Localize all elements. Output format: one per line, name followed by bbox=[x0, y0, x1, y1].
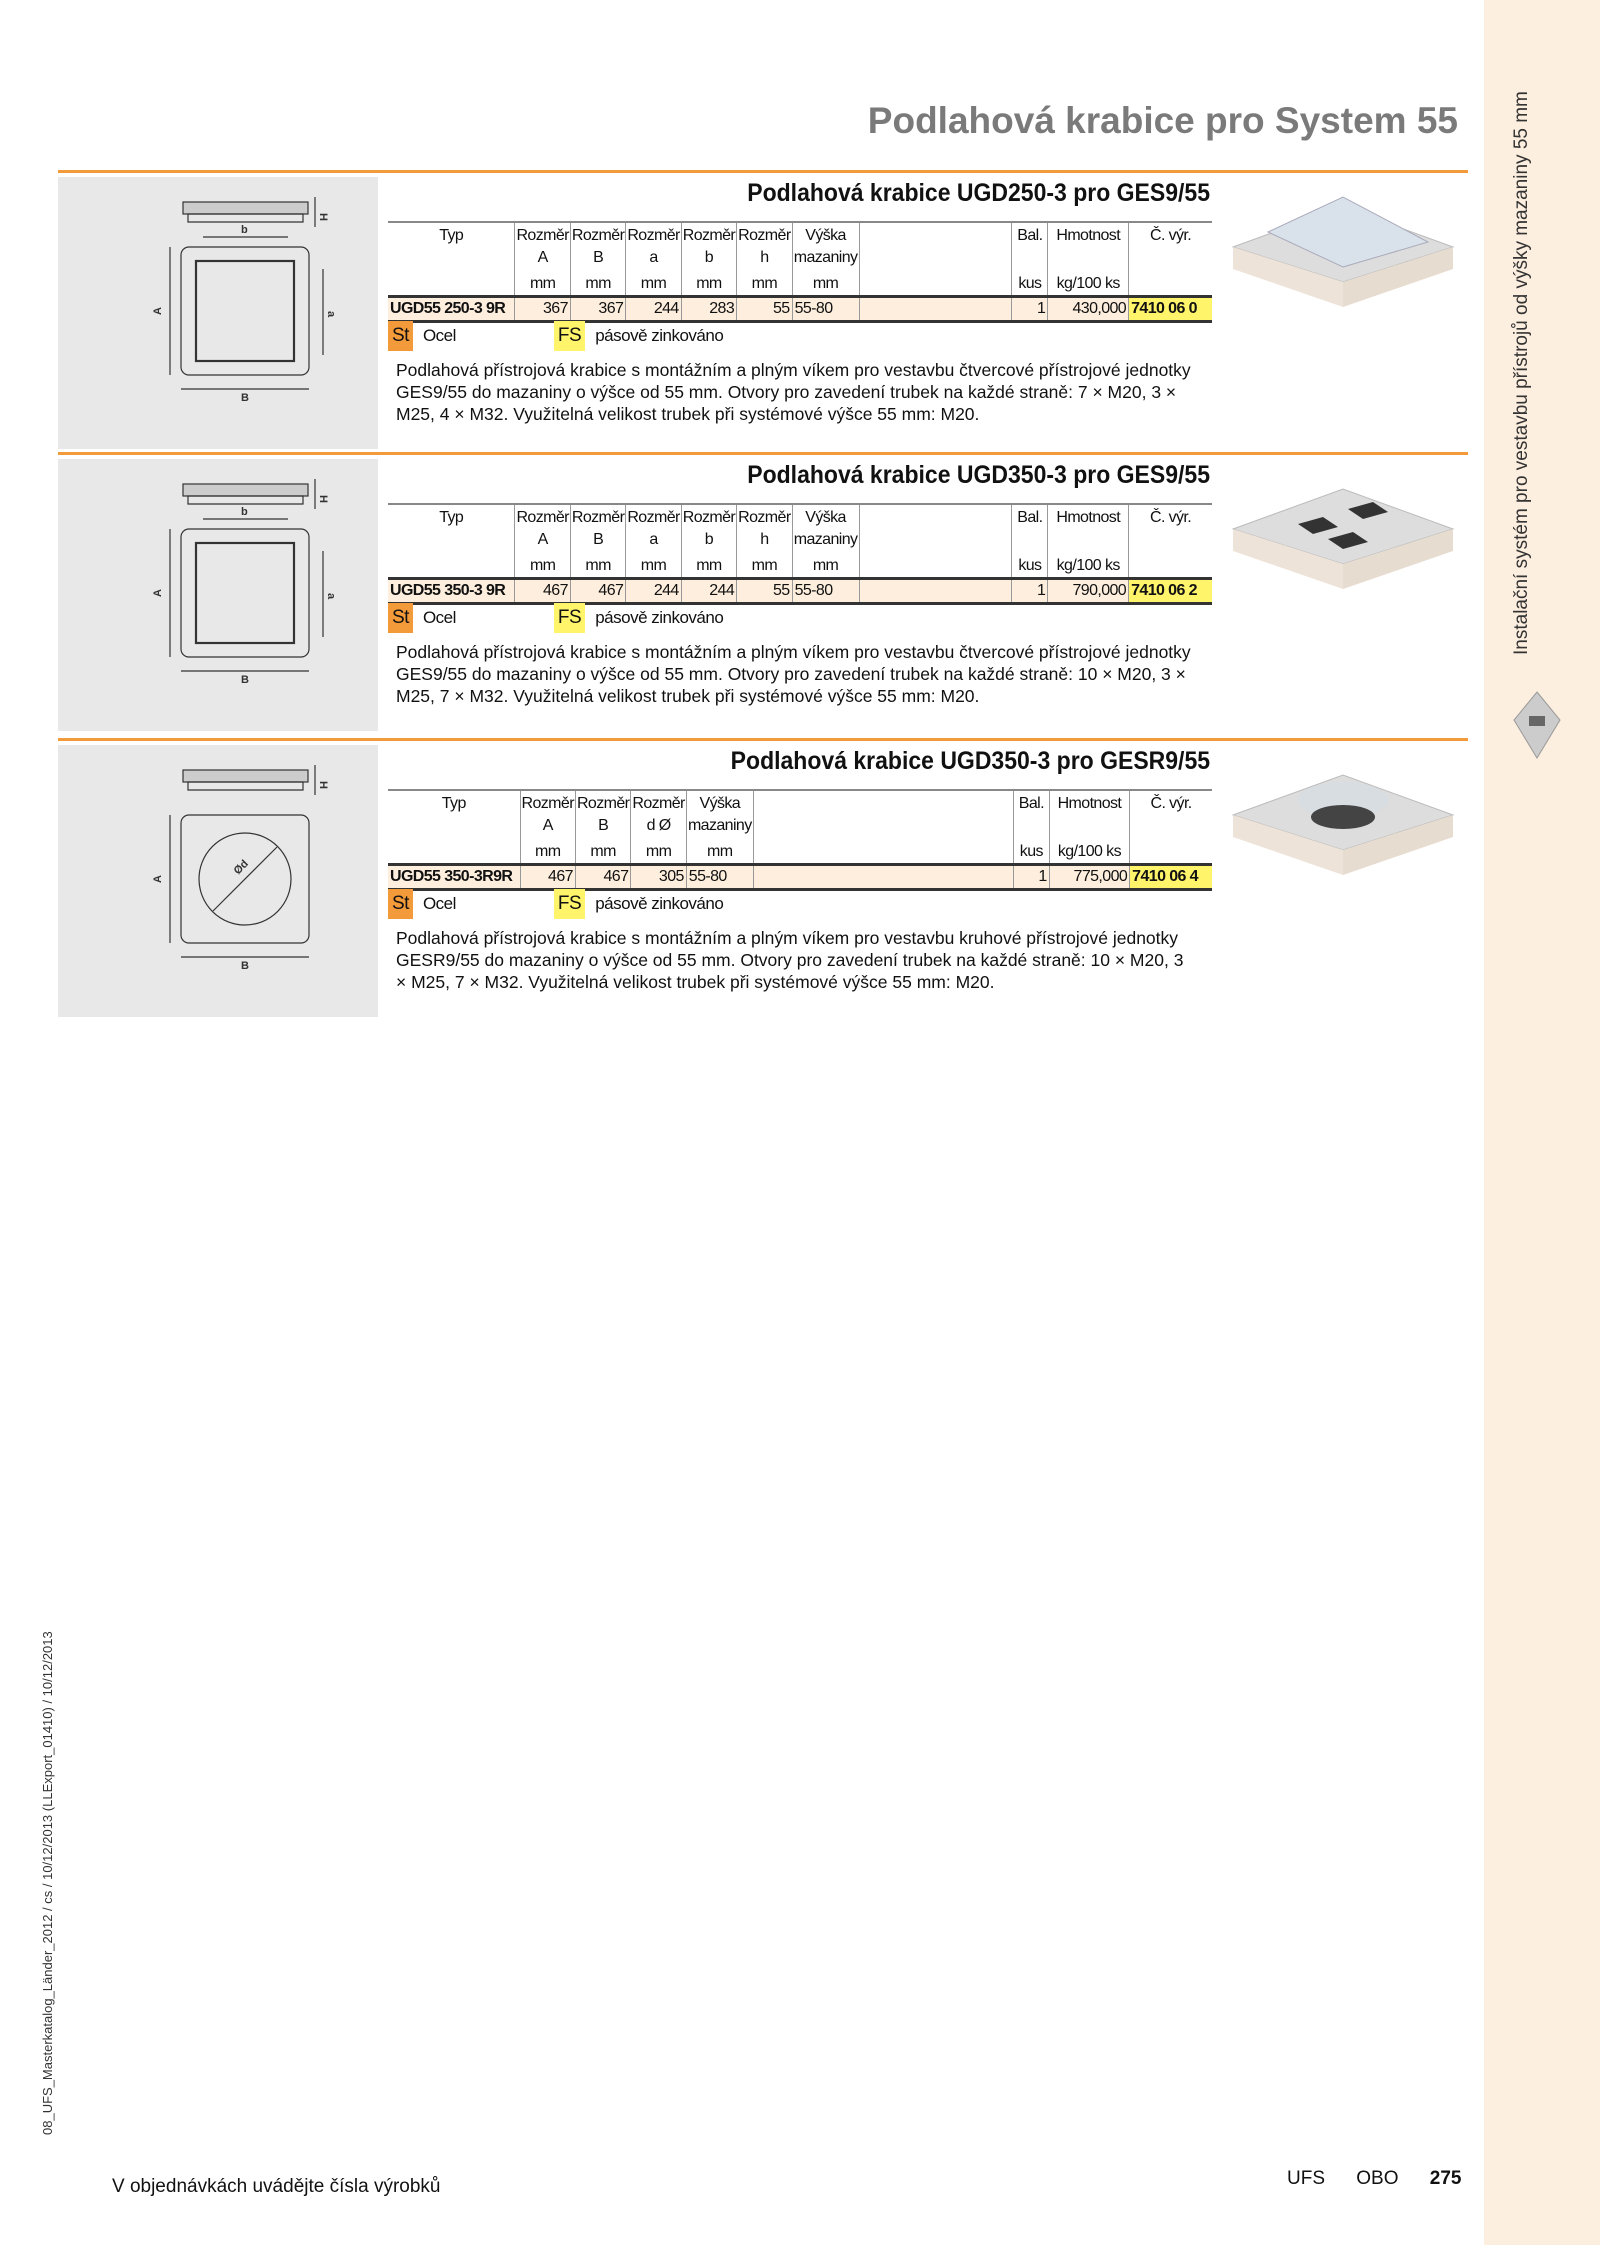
table-cell: 467 bbox=[520, 865, 575, 890]
box-thumbnail-icon bbox=[1512, 690, 1562, 760]
footer-brand-obo: OBO bbox=[1356, 2168, 1399, 2189]
svg-text:A: A bbox=[152, 589, 164, 597]
product-type: UGD55 250-3 9R bbox=[390, 300, 506, 317]
svg-text:B: B bbox=[241, 960, 249, 972]
table-cell: 55 bbox=[737, 579, 792, 604]
table-cell: 790,000 bbox=[1048, 579, 1129, 604]
finish-code-badge: FS bbox=[554, 889, 585, 919]
table-row bbox=[388, 865, 1212, 890]
column-header: Rozměr a mm bbox=[626, 222, 681, 297]
material-label: Ocel bbox=[422, 894, 456, 913]
finish-code-badge: FS bbox=[554, 603, 585, 633]
product-section bbox=[58, 738, 1468, 1023]
product-section bbox=[58, 452, 1468, 737]
material-label: Ocel bbox=[422, 608, 456, 627]
finish-code-badge: FS bbox=[554, 321, 585, 351]
column-header: Rozměr b mm bbox=[681, 504, 736, 579]
table-cell: 283 bbox=[681, 297, 736, 322]
column-header: Rozměr B mm bbox=[575, 790, 630, 865]
table-cell: 367 bbox=[570, 297, 625, 322]
column-header: Rozměr A mm bbox=[515, 504, 570, 579]
table-cell bbox=[753, 865, 1013, 890]
column-header: Rozměr b mm bbox=[681, 222, 736, 297]
column-header: Rozměr B mm bbox=[570, 222, 625, 297]
product-title: Podlahová krabice UGD250-3 pro GES9/55 bbox=[747, 179, 1210, 207]
table-cell: 244 bbox=[681, 579, 736, 604]
column-header: Typ bbox=[439, 227, 464, 244]
column-header: Č. výr. bbox=[1129, 222, 1212, 297]
finish-label: pásově zinkováno bbox=[595, 326, 724, 345]
drawing-panel bbox=[58, 177, 378, 449]
svg-text:a: a bbox=[325, 311, 337, 318]
column-header: Výška mazaniny mm bbox=[686, 790, 753, 865]
side-strip bbox=[1484, 0, 1600, 2245]
column-header: Výška mazaniny mm bbox=[792, 222, 859, 297]
table-cell: 244 bbox=[626, 297, 681, 322]
table-cell: 55-80 bbox=[792, 579, 859, 604]
column-header: Bal. kus bbox=[1012, 504, 1048, 579]
svg-text:B: B bbox=[241, 392, 249, 404]
column-header: Typ bbox=[439, 509, 464, 526]
dimension-drawing bbox=[58, 177, 378, 449]
drawing-panel bbox=[58, 459, 378, 731]
column-header: Typ bbox=[441, 795, 466, 812]
table-cell: 430,000 bbox=[1048, 297, 1129, 322]
product-type: UGD55 350-3 9R bbox=[390, 582, 506, 599]
side-label: Instalační systém pro vestavbu přístrojů od výšky mazaniny 55 mm bbox=[1511, 91, 1532, 655]
column-header: Č. výr. bbox=[1130, 790, 1212, 865]
table-cell: 55 bbox=[737, 297, 792, 322]
material-legend bbox=[388, 889, 723, 919]
column-header: Hmotnost kg/100 ks bbox=[1049, 790, 1129, 865]
material-label: Ocel bbox=[422, 326, 456, 345]
product-table bbox=[388, 221, 1212, 323]
footer-brand bbox=[1287, 2168, 1462, 2190]
svg-text:H: H bbox=[317, 781, 329, 789]
table-cell: 244 bbox=[626, 579, 681, 604]
table-cell: 55-80 bbox=[792, 297, 859, 322]
article-number: 7410 06 2 bbox=[1129, 579, 1212, 604]
column-header: Rozměr A mm bbox=[520, 790, 575, 865]
svg-text:B: B bbox=[241, 674, 249, 686]
column-header: Bal. kus bbox=[1012, 222, 1048, 297]
column-header: Rozměr h mm bbox=[737, 504, 792, 579]
material-code-badge: St bbox=[388, 603, 413, 633]
column-header: Výška mazaniny mm bbox=[792, 504, 859, 579]
column-header bbox=[859, 222, 1012, 297]
finish-label: pásově zinkováno bbox=[595, 894, 724, 913]
table-cell bbox=[859, 579, 1012, 604]
column-header: Rozměr h mm bbox=[737, 222, 792, 297]
table-cell: 467 bbox=[575, 865, 630, 890]
product-type: UGD55 350-3R9R bbox=[390, 868, 513, 885]
table-cell: 467 bbox=[515, 579, 570, 604]
product-description: Podlahová přístrojová krabice s montážním a plným víkem pro vestavbu čtvercové přístrojové jednotky GES9/55 do mazaniny o výšce od 55 mm. Otvory pro zavedení trubek na každé straně: 10 × M20, 3 × M25, 7 × M32. Využitelná velikost trubek při systémové výšce 55 mm: M20. bbox=[396, 642, 1191, 706]
column-header: Rozměr d Ø mm bbox=[631, 790, 686, 865]
product-description: Podlahová přístrojová krabice s montážním a plným víkem pro vestavbu čtvercové přístrojové jednotky GES9/55 do mazaniny o výšce od 55 mm. Otvory pro zavedení trubek na každé straně: 7 × M20, 3 × M25, 4 × M32. Využitelná velikost trubek při systémové výšce 55 mm: M20. bbox=[396, 360, 1191, 424]
product-section bbox=[58, 170, 1468, 455]
article-number: 7410 06 4 bbox=[1130, 865, 1212, 890]
product-table bbox=[388, 789, 1212, 891]
table-cell: 55-80 bbox=[686, 865, 753, 890]
product-photo bbox=[1228, 469, 1458, 619]
product-description: Podlahová přístrojová krabice s montážním a plným víkem pro vestavbu kruhové přístrojové jednotky GESR9/55 do mazaniny o výšce od 55 mm. Otvory pro zavedení trubek na každé straně: 10 × M20, 3 × M25, 7 × M32. Využitelná velikost trubek při systémové výšce 55 mm: M20. bbox=[396, 928, 1184, 992]
product-photo bbox=[1228, 187, 1458, 337]
column-header bbox=[859, 504, 1012, 579]
column-header bbox=[753, 790, 1013, 865]
product-title: Podlahová krabice UGD350-3 pro GESR9/55 bbox=[730, 747, 1210, 775]
footer-brand-ufs: UFS bbox=[1287, 2168, 1325, 2189]
column-header: Rozměr a mm bbox=[626, 504, 681, 579]
product-photo bbox=[1228, 755, 1458, 905]
table-cell: 1 bbox=[1014, 865, 1050, 890]
svg-text:b: b bbox=[241, 506, 248, 518]
svg-text:b: b bbox=[241, 224, 248, 236]
table-cell: 1 bbox=[1012, 297, 1048, 322]
column-header: Č. výr. bbox=[1129, 504, 1212, 579]
column-header: Bal. kus bbox=[1014, 790, 1050, 865]
table-cell: 1 bbox=[1012, 579, 1048, 604]
svg-text:H: H bbox=[317, 213, 329, 221]
table-cell: 305 bbox=[631, 865, 686, 890]
product-title: Podlahová krabice UGD350-3 pro GES9/55 bbox=[747, 461, 1210, 489]
dimension-drawing bbox=[58, 745, 378, 1017]
svg-text:A: A bbox=[152, 875, 164, 883]
material-code-badge: St bbox=[388, 321, 413, 351]
article-number: 7410 06 0 bbox=[1129, 297, 1212, 322]
table-cell: 467 bbox=[570, 579, 625, 604]
column-header: Hmotnost kg/100 ks bbox=[1048, 504, 1129, 579]
page-title: Podlahová krabice pro System 55 bbox=[867, 100, 1458, 141]
table-cell: 775,000 bbox=[1049, 865, 1129, 890]
finish-label: pásově zinkováno bbox=[595, 608, 724, 627]
product-table bbox=[388, 503, 1212, 605]
dimension-drawing bbox=[58, 459, 378, 731]
table-cell: 367 bbox=[515, 297, 570, 322]
svg-text:a: a bbox=[325, 593, 337, 600]
svg-text:H: H bbox=[317, 495, 329, 503]
column-header: Rozměr B mm bbox=[570, 504, 625, 579]
drawing-panel bbox=[58, 745, 378, 1017]
column-header: Rozměr A mm bbox=[515, 222, 570, 297]
material-code-badge: St bbox=[388, 889, 413, 919]
material-legend bbox=[388, 603, 723, 633]
svg-text:Ød: Ød bbox=[231, 857, 251, 878]
table-row bbox=[388, 579, 1212, 604]
table-cell bbox=[859, 297, 1012, 322]
svg-text:A: A bbox=[152, 307, 164, 315]
page-number: 275 bbox=[1429, 2168, 1462, 2189]
table-row bbox=[388, 297, 1212, 322]
footer-note: V objednávkách uvádějte čísla výrobků bbox=[112, 2176, 441, 2197]
document-code: 08_UFS_Masterkatalog_Länder_2012 / cs / 10/12/2013 (LLExport_01410) / 10/12/2013 bbox=[40, 1631, 55, 2135]
column-header: Hmotnost kg/100 ks bbox=[1048, 222, 1129, 297]
material-legend bbox=[388, 321, 723, 351]
